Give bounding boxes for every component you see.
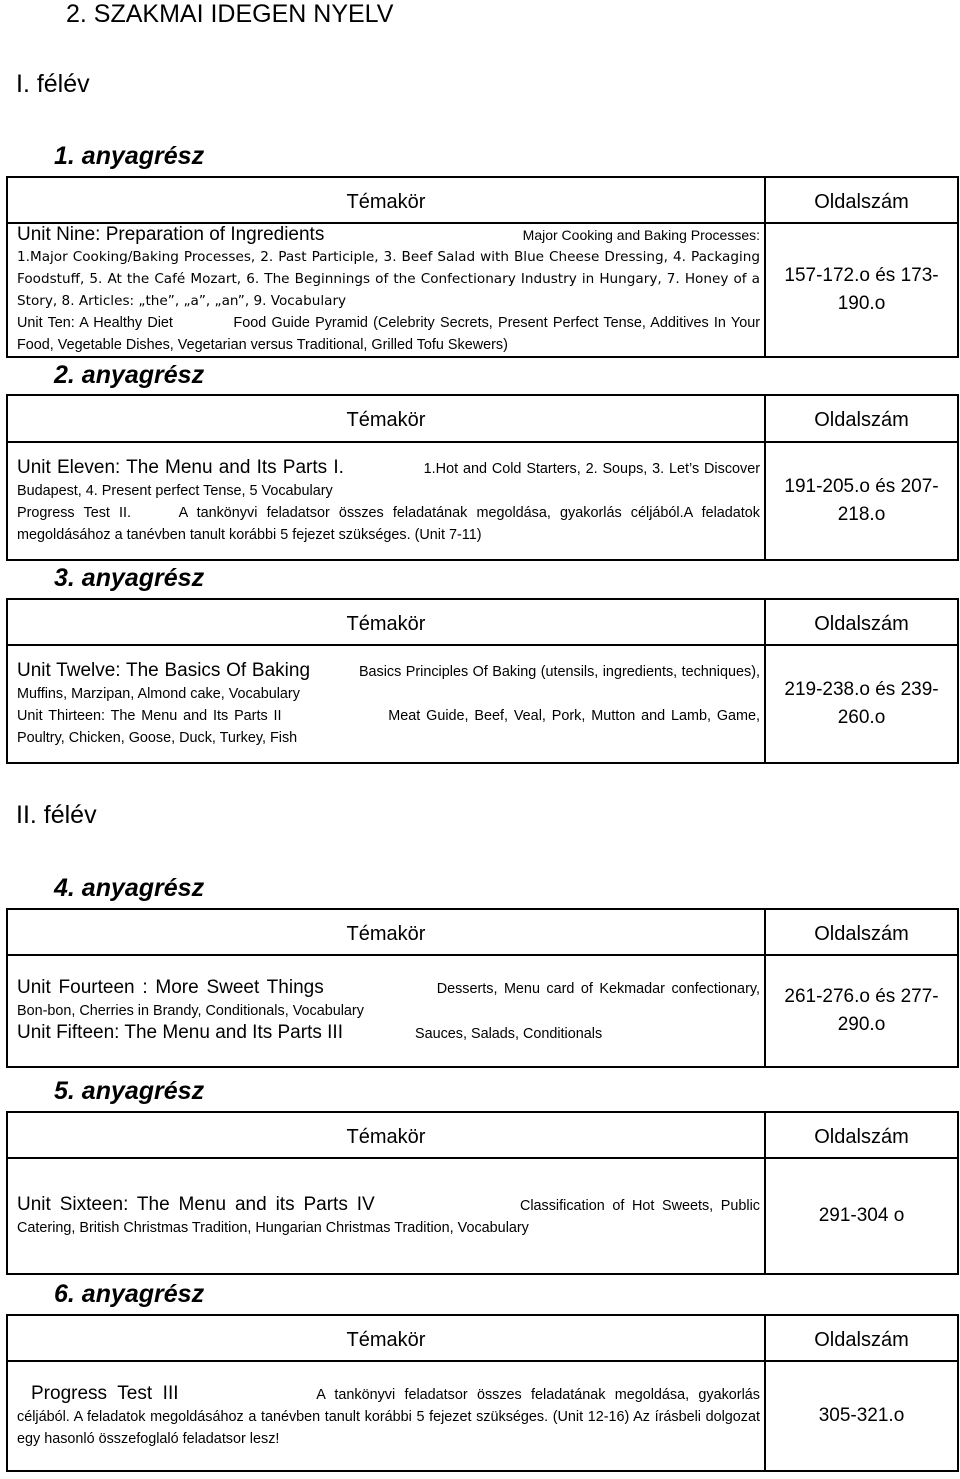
part-5-pages: 291-304 o <box>765 1158 958 1274</box>
part-1-heading: 1. anyagrész <box>54 142 205 170</box>
part-4-table <box>6 908 959 1068</box>
part-4-pages: 261-276.o és 277-290.o <box>765 955 958 1067</box>
unit-description: 1.Major Cooking/Baking Processes, 2. Past Participle, 3. Beef Salad with Blue Cheese Dressing, 4. Packaging Foodstuff, 5. At the Café Mozart, 6. The Beginnings of the Confectionary Industry in Hungary, 7. Honey of a Story, 8. Articles: „the”, „a”, „an”, 9. Vocabulary <box>17 249 760 309</box>
unit-description: Meat Guide, Beef, Veal, Pork, Mutton and Lamb, Game, Poultry, Chicken, Goose, Duck, Turkey, Fish <box>17 707 761 746</box>
part-3-heading: 3. anyagrész <box>54 564 205 592</box>
unit-lead: Major Cooking and Baking Processes: <box>522 227 760 243</box>
topic-column-header: Témakör <box>7 909 765 955</box>
topic-column-header: Témakör <box>7 599 765 645</box>
part-5-heading: 5. anyagrész <box>54 1077 205 1105</box>
topic-column-header: Témakör <box>7 395 765 442</box>
unit-description: A tankönyvi feladatsor összes feladatának megoldása, gyakorlás céljából. A feladatok megoldásához a tanévben tanult korábbi 5 fejezet szükséges. (Unit 12-16) Az írásbeli dolgozat egy hasonló összefoglaló feladatsor lesz! <box>17 1386 760 1447</box>
unit-description: Food Guide Pyramid (Celebrity Secrets, Present Perfect Tense, Additives In Your Food, Vegetable Dishes, Vegetarian versus Traditional, Grilled Tofu Skewers) <box>17 315 760 353</box>
part-3-table <box>6 598 959 764</box>
document-section-title: 2. SZAKMAI IDEGEN NYELV <box>66 0 394 28</box>
page-column-header: Oldalszám <box>765 1112 958 1158</box>
topic-column-header: Témakör <box>7 1315 765 1361</box>
unit-description: Sauces, Salads, Conditionals <box>414 1026 603 1042</box>
part-2-pages: 191-205.o és 207-218.o <box>765 442 958 560</box>
part-4-heading: 4. anyagrész <box>54 874 205 902</box>
part-1-topics <box>7 223 765 357</box>
part-3-topics <box>7 645 765 763</box>
page-column-header: Oldalszám <box>765 1315 958 1361</box>
unit-title: Unit Fifteen: The Menu and Its Parts III <box>17 1022 343 1043</box>
part-2-table <box>6 394 959 561</box>
unit-description: 1.Hot and Cold Starters, 2. Soups, 3. Let’s Discover Budapest, 4. Present perfect Tense, 5 Vocabulary <box>17 460 761 499</box>
part-2-topics <box>7 442 765 560</box>
unit-description: Basics Principles Of Baking (utensils, ingredients, techniques), Muffins, Marzipan, Almond cake, Vocabulary <box>17 663 760 702</box>
page-column-header: Oldalszám <box>765 909 958 955</box>
unit-title: Unit Ten: A Healthy Diet <box>17 315 173 331</box>
part-6-heading: 6. anyagrész <box>54 1280 205 1308</box>
part-6-topics <box>7 1361 765 1471</box>
part-1-pages: 157-172.o és 173-190.o <box>765 223 958 357</box>
semester-1-heading: I. félév <box>16 70 90 98</box>
unit-description: A tankönyvi feladatsor összes feladatának megoldása, gyakorlás céljából.A feladatok megoldásához a tanévben tanult korábbi 5 fejezet szükséges. (Unit 7-11) <box>17 504 760 543</box>
part-6-pages: 305-321.o <box>765 1361 958 1471</box>
part-6-table <box>6 1314 959 1472</box>
unit-title: Unit Thirteen: The Menu and Its Parts II <box>17 707 282 724</box>
unit-title: Unit Nine: Preparation of Ingredients <box>17 224 325 245</box>
unit-title: Unit Sixteen: The Menu and its Parts IV <box>17 1193 375 1215</box>
part-5-table <box>6 1111 959 1275</box>
unit-description: Classification of Hot Sweets, Public Catering, British Christmas Tradition, Hungarian Christmas Tradition, Vocabulary <box>17 1197 760 1236</box>
unit-title: Unit Twelve: The Basics Of Baking <box>17 659 311 681</box>
unit-title: Unit Fourteen : More Sweet Things <box>17 977 324 998</box>
part-2-heading: 2. anyagrész <box>54 361 205 389</box>
unit-title: Progress Test II. <box>17 504 132 521</box>
page-column-header: Oldalszám <box>765 599 958 645</box>
semester-2-heading: II. félév <box>16 801 97 829</box>
topic-column-header: Témakör <box>7 177 765 223</box>
page-column-header: Oldalszám <box>765 395 958 442</box>
unit-title: Progress Test III <box>31 1382 179 1404</box>
unit-description: Desserts, Menu card of Kekmadar confectionary, Bon-bon, Cherries in Brandy, Conditionals, Vocabulary <box>17 981 760 1019</box>
part-1-table <box>6 176 959 358</box>
page-column-header: Oldalszám <box>765 177 958 223</box>
topic-column-header: Témakör <box>7 1112 765 1158</box>
part-4-topics <box>7 955 765 1067</box>
part-5-topics <box>7 1158 765 1274</box>
unit-title: Unit Eleven: The Menu and Its Parts I. <box>17 456 344 478</box>
part-3-pages: 219-238.o és 239-260.o <box>765 645 958 763</box>
